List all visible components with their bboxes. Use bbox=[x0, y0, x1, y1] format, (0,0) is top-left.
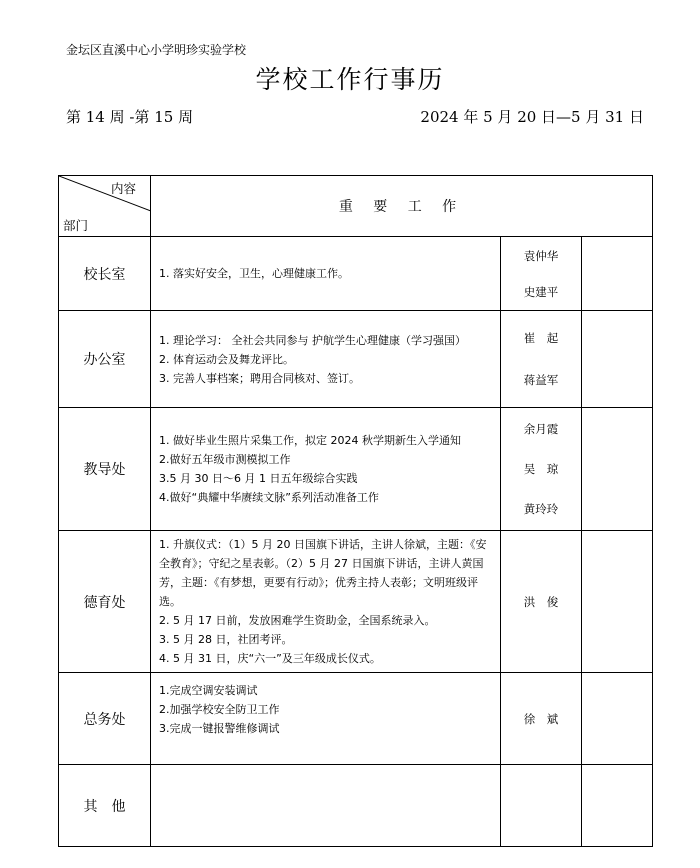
work-item: 1.完成空调安装调试 bbox=[159, 684, 258, 697]
table-row bbox=[59, 765, 653, 847]
dept-cell: 德育处 bbox=[59, 531, 151, 673]
table-row bbox=[59, 673, 653, 765]
table-row bbox=[59, 531, 653, 673]
work-item: 3. 完善人事档案；聘用合同核对、签订。 bbox=[159, 371, 360, 385]
dept-cell: 其 他 bbox=[59, 765, 151, 847]
table-row bbox=[59, 408, 653, 531]
person-cell bbox=[501, 311, 582, 408]
person-name: 蒋益军 bbox=[523, 373, 559, 387]
work-cell bbox=[151, 408, 501, 531]
person-name: 史建平 bbox=[523, 284, 559, 299]
notes-cell bbox=[582, 311, 653, 408]
work-item: 3. 5 月 28 日，社团考评。 bbox=[159, 633, 293, 646]
work-item: 1. 落实好安全，卫生，心理健康工作。 bbox=[159, 267, 349, 280]
work-item: 1. 理论学习： 全社会共同参与 护航学生心理健康（学习强国） bbox=[159, 333, 466, 347]
work-item: 4. 5 月 31 日，庆“六一”及三年级成长仪式。 bbox=[159, 652, 381, 665]
person-name: 余月霞 bbox=[523, 422, 559, 436]
main-work-header: 重 要 工 作 bbox=[151, 176, 653, 237]
work-cell bbox=[151, 237, 501, 311]
person-name: 崔 起 bbox=[523, 331, 559, 345]
week-range: 第 14 周 -第 15 周 bbox=[66, 108, 194, 126]
dept-cell: 校长室 bbox=[59, 237, 151, 311]
dept-cell: 总务处 bbox=[59, 673, 151, 765]
corner-label-content: 内容 bbox=[110, 181, 136, 196]
work-item: 3.5 月 30 日～6 月 1 日五年级综合实践 bbox=[159, 472, 358, 485]
work-cell bbox=[151, 531, 501, 673]
dept-cell: 教导处 bbox=[59, 408, 151, 531]
work-item: 2.加强学校安全防卫工作 bbox=[159, 703, 280, 716]
person-name: 袁仲华 bbox=[523, 248, 559, 263]
notes-cell bbox=[582, 765, 653, 847]
corner-header-cell bbox=[59, 176, 151, 237]
date-range: 2024 年 5 月 20 日—5 月 31 日 bbox=[420, 108, 644, 126]
work-item: 1. 升旗仪式：（1）5 月 20 日国旗下讲话，主讲人徐斌，主题：《安全教育》；守纪之星表彰。（2）5 月 27 日国旗下讲话，主讲人黄国芳，主题：《有梦想，更要有行动》；优秀主持人表彰；文明班级评选。 bbox=[159, 538, 487, 608]
notes-cell bbox=[582, 237, 653, 311]
work-cell bbox=[151, 311, 501, 408]
person-name: 黄玲玲 bbox=[523, 502, 559, 516]
person-name: 吴 琼 bbox=[523, 462, 559, 476]
table-row bbox=[59, 311, 653, 408]
work-cell bbox=[151, 673, 501, 765]
schedule-table bbox=[58, 175, 653, 847]
work-item: 4.做好“典耀中华赓续文脉”系列活动准备工作 bbox=[159, 491, 379, 504]
person-cell bbox=[501, 765, 582, 847]
page-title: 学校工作行事历 bbox=[255, 65, 445, 94]
notes-cell bbox=[582, 673, 653, 765]
person-cell bbox=[501, 408, 582, 531]
work-cell bbox=[151, 765, 501, 847]
work-item: 2.做好五年级市测模拟工作 bbox=[159, 453, 291, 466]
notes-cell bbox=[582, 408, 653, 531]
person-cell bbox=[501, 673, 582, 765]
work-item: 2. 5 月 17 日前，发放困难学生资助金，全国系统录入。 bbox=[159, 614, 436, 627]
dept-cell: 办公室 bbox=[59, 311, 151, 408]
person-cell bbox=[501, 531, 582, 673]
person-name: 洪 俊 bbox=[523, 594, 559, 609]
work-item: 1. 做好毕业生照片采集工作，拟定 2024 秋学期新生入学通知 bbox=[159, 434, 461, 447]
work-item: 3.完成一键报警维修调试 bbox=[159, 722, 280, 735]
school-name: 金坛区直溪中心小学明珍实验学校 bbox=[66, 43, 247, 57]
table-row bbox=[59, 237, 653, 311]
notes-cell bbox=[582, 531, 653, 673]
corner-label-dept: 部门 bbox=[63, 218, 89, 233]
work-item: 2. 体育运动会及舞龙评比。 bbox=[159, 352, 294, 366]
person-cell bbox=[501, 237, 582, 311]
person-name: 徐 斌 bbox=[523, 711, 559, 726]
table-header-row bbox=[59, 176, 653, 237]
